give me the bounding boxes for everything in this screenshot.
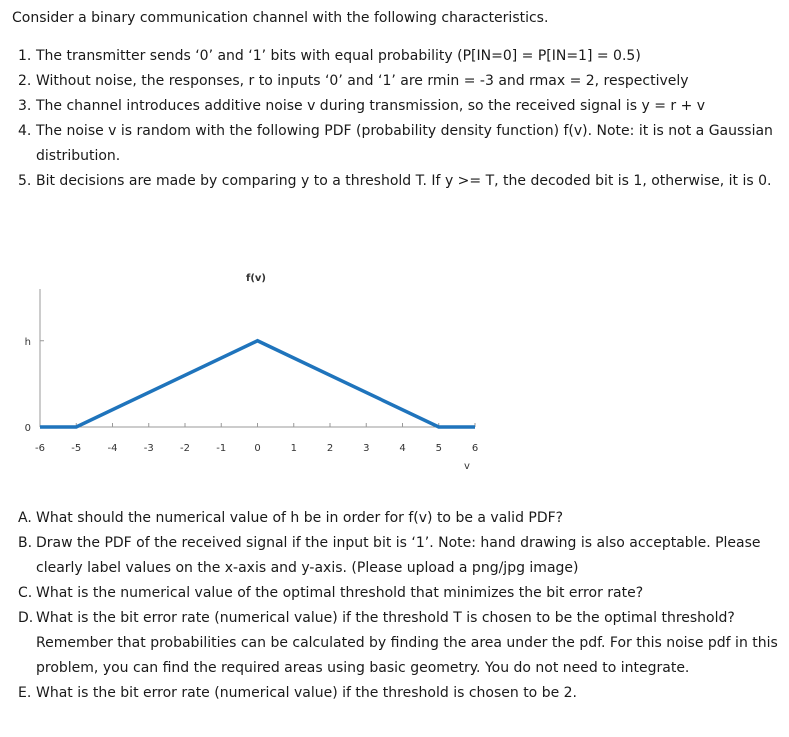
question-letter: B. (18, 535, 33, 551)
question-item (18, 506, 778, 531)
problem-intro: Consider a binary communication channel with the following characteristics. (12, 10, 549, 26)
question-item (18, 606, 778, 681)
x-tick-label: 1 (290, 443, 297, 454)
x-tick-label: 4 (399, 443, 406, 454)
x-axis-label: v (464, 461, 470, 472)
item-text: The noise v is random with the following PDF (probability density function) f(v). Note: it is not a Gaussian distribution. (36, 123, 773, 164)
x-tick-label: -1 (216, 443, 227, 454)
x-tick-label: -6 (35, 443, 45, 454)
y-tick-label: 0 (24, 423, 31, 434)
question-text: Draw the PDF of the received signal if the input bit is ‘1’. Note: hand drawing is also acceptable. Please clearly label values on the x-axis and y-axis. (Please upload a png/jpg image) (36, 535, 761, 576)
question-item (18, 681, 778, 706)
question-item (18, 531, 778, 581)
item-number: 4. (18, 123, 32, 139)
x-tick-label: -5 (71, 443, 82, 454)
item-number: 1. (18, 48, 32, 64)
item-text: The channel introduces additive noise v during transmission, so the received signal is y = r + v (36, 98, 706, 114)
noise-pdf-chart (0, 255, 520, 480)
item-number: 3. (18, 98, 32, 114)
question-text: What is the bit error rate (numerical value) if the threshold is chosen to be 2. (36, 685, 578, 701)
question-letter: C. (18, 585, 33, 601)
item-text: The transmitter sends ‘0’ and ‘1’ bits with equal probability (P[IN=0] = P[IN=1] = 0.5) (36, 48, 641, 64)
question-text: What should the numerical value of h be in order for f(v) to be a valid PDF? (36, 510, 564, 526)
characteristic-item (18, 169, 778, 194)
x-tick-label: 2 (326, 443, 334, 454)
questions-list (18, 506, 778, 706)
item-text: Bit decisions are made by comparing y to a threshold T. If y >= T, the decoded bit is 1, otherwise, it is 0. (36, 173, 772, 189)
item-number: 5. (18, 173, 32, 189)
question-text: What is the bit error rate (numerical value) if the threshold T is chosen to be the optimal threshold? Remember that probabilities can be calculated by finding the area under the pdf. For this noise pdf in this problem, you can find the required areas using basic geometry. You do not need to integrate. (36, 610, 778, 676)
characteristic-item (18, 94, 778, 119)
x-tick-label: -3 (143, 443, 154, 454)
question-letter: A. (18, 510, 32, 526)
x-tick-label: -4 (107, 443, 118, 454)
pdf-series-line (40, 341, 475, 427)
x-tick-label: 0 (254, 443, 261, 454)
question-item (18, 581, 778, 606)
x-tick-label: 3 (363, 443, 370, 454)
characteristic-item (18, 119, 778, 169)
x-tick-label: 5 (435, 443, 442, 454)
characteristic-item (18, 44, 778, 69)
x-tick-label: -2 (180, 443, 190, 454)
characteristic-item (18, 69, 778, 94)
item-text: Without noise, the responses, r to inputs ‘0’ and ‘1’ are rmin = -3 and rmax = 2, respectively (36, 73, 689, 89)
x-tick-label: 6 (471, 443, 479, 454)
characteristics-list (18, 44, 778, 194)
question-letter: D. (18, 610, 34, 626)
item-number: 2. (18, 73, 32, 89)
question-letter: E. (18, 685, 32, 701)
y-tick-label: h (24, 336, 31, 348)
chart-title: f(v) (245, 273, 267, 284)
axis-ticks (25, 337, 479, 454)
question-text: What is the numerical value of the optimal threshold that minimizes the bit error rate? (36, 585, 644, 601)
